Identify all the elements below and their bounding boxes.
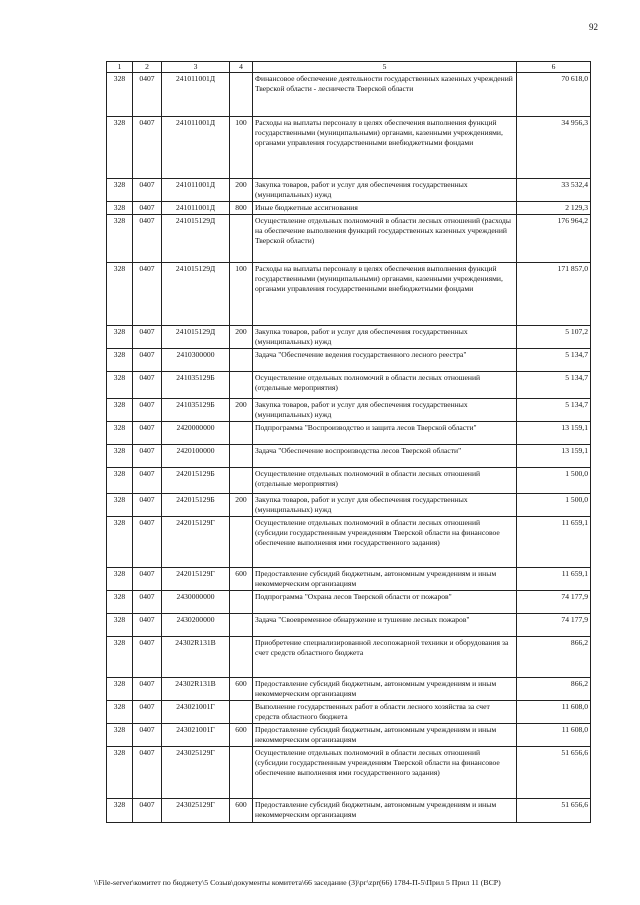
cell-expense-type: 100 <box>230 117 253 179</box>
cell-target-code: 241035129Б <box>162 399 230 422</box>
cell-target-code: 241035129Б <box>162 372 230 399</box>
cell-admin-code: 328 <box>107 701 133 724</box>
cell-section-code: 0407 <box>133 494 162 517</box>
cell-target-code: 242015129Б <box>162 468 230 494</box>
cell-amount: 34 956,3 <box>517 117 591 179</box>
cell-section-code: 0407 <box>133 701 162 724</box>
cell-amount: 13 159,1 <box>517 422 591 445</box>
table-header-row <box>107 62 591 73</box>
cell-description: Предоставление субсидий бюджетным, автономным учреждениям и иным некоммерческим организациям <box>253 724 517 747</box>
table-row <box>107 724 591 747</box>
cell-description: Осуществление отдельных полномочий в области лесных отношений (отдельные мероприятия) <box>253 468 517 494</box>
cell-section-code: 0407 <box>133 73 162 117</box>
file-path-footer: \\File-server\комитет по бюджету\5 Созыв\документы комитета\66 заседание (3)\рг\zpr(66) 1784-П-5\Прил 5 Прил 11 (ВСР) <box>94 878 501 887</box>
cell-admin-code: 328 <box>107 117 133 179</box>
table-row <box>107 747 591 799</box>
cell-target-code: 2430000000 <box>162 591 230 614</box>
table-row <box>107 73 591 117</box>
cell-description: Закупка товаров, работ и услуг для обеспечения государственных (муниципальных) нужд <box>253 179 517 202</box>
cell-admin-code: 328 <box>107 747 133 799</box>
table-row <box>107 701 591 724</box>
cell-admin-code: 328 <box>107 591 133 614</box>
cell-section-code: 0407 <box>133 179 162 202</box>
cell-description: Задача "Обеспечение ведения государственного лесного реестра" <box>253 349 517 372</box>
cell-description: Закупка товаров, работ и услуг для обеспечения государственных (муниципальных) нужд <box>253 399 517 422</box>
cell-description: Выполнение государственных работ в области лесного хозяйства за счет средств областного бюджета <box>253 701 517 724</box>
cell-expense-type: 200 <box>230 179 253 202</box>
cell-description: Предоставление субсидий бюджетным, автономным учреждениям и иным некоммерческим организациям <box>253 799 517 823</box>
cell-admin-code: 328 <box>107 799 133 823</box>
cell-description: Осуществление отдельных полномочий в области лесных отношений (субсидии государственным учреждениям Тверской области на финансовое обеспечение выполнения ими государственного задания) <box>253 517 517 568</box>
cell-admin-code: 328 <box>107 678 133 701</box>
cell-admin-code: 328 <box>107 724 133 747</box>
table-body <box>107 73 591 823</box>
table-row <box>107 326 591 349</box>
cell-description: Осуществление отдельных полномочий в области лесных отношений (расходы на обеспечение выполнения функций государственных казенных учреждений Тверской области) <box>253 215 517 263</box>
table-row <box>107 568 591 591</box>
table-row <box>107 215 591 263</box>
cell-section-code: 0407 <box>133 372 162 399</box>
cell-section-code: 0407 <box>133 724 162 747</box>
cell-description: Финансовое обеспечение деятельности государственных казенных учреждений Тверской области - лесничеств Тверской области <box>253 73 517 117</box>
cell-target-code: 241011001Д <box>162 179 230 202</box>
cell-description: Закупка товаров, работ и услуг для обеспечения государственных (муниципальных) нужд <box>253 494 517 517</box>
cell-admin-code: 328 <box>107 445 133 468</box>
header-col-2: 2 <box>133 62 162 73</box>
cell-section-code: 0407 <box>133 614 162 637</box>
cell-expense-type: 600 <box>230 799 253 823</box>
budget-table <box>106 61 591 823</box>
cell-description: Задача "Своевременное обнаружение и тушение лесных пожаров" <box>253 614 517 637</box>
cell-admin-code: 328 <box>107 215 133 263</box>
cell-expense-type <box>230 73 253 117</box>
cell-target-code: 2420000000 <box>162 422 230 445</box>
table-row <box>107 614 591 637</box>
cell-admin-code: 328 <box>107 263 133 326</box>
cell-section-code: 0407 <box>133 468 162 494</box>
cell-admin-code: 328 <box>107 494 133 517</box>
cell-amount: 5 134,7 <box>517 349 591 372</box>
cell-expense-type: 200 <box>230 399 253 422</box>
cell-amount: 33 532,4 <box>517 179 591 202</box>
cell-section-code: 0407 <box>133 202 162 215</box>
cell-expense-type <box>230 445 253 468</box>
cell-section-code: 0407 <box>133 637 162 678</box>
cell-section-code: 0407 <box>133 445 162 468</box>
cell-admin-code: 328 <box>107 468 133 494</box>
cell-amount: 5 134,7 <box>517 399 591 422</box>
cell-target-code: 243025129Г <box>162 747 230 799</box>
cell-amount: 70 618,0 <box>517 73 591 117</box>
header-col-4: 4 <box>230 62 253 73</box>
cell-target-code: 241011001Д <box>162 202 230 215</box>
cell-expense-type: 600 <box>230 568 253 591</box>
cell-section-code: 0407 <box>133 399 162 422</box>
cell-expense-type <box>230 372 253 399</box>
cell-target-code: 243021001Г <box>162 701 230 724</box>
cell-description: Осуществление отдельных полномочий в области лесных отношений (отдельные мероприятия) <box>253 372 517 399</box>
cell-expense-type: 600 <box>230 678 253 701</box>
cell-expense-type <box>230 517 253 568</box>
cell-description: Подпрограмма "Охрана лесов Тверской области от пожаров" <box>253 591 517 614</box>
table-row <box>107 678 591 701</box>
cell-amount: 11 659,1 <box>517 517 591 568</box>
cell-amount: 866,2 <box>517 678 591 701</box>
cell-expense-type: 100 <box>230 263 253 326</box>
cell-section-code: 0407 <box>133 117 162 179</box>
cell-admin-code: 328 <box>107 202 133 215</box>
cell-target-code: 242015129Г <box>162 568 230 591</box>
cell-amount: 11 608,0 <box>517 724 591 747</box>
cell-target-code: 243025129Г <box>162 799 230 823</box>
cell-target-code: 2420100000 <box>162 445 230 468</box>
cell-expense-type: 600 <box>230 724 253 747</box>
cell-description: Подпрограмма "Воспроизводство и защита лесов Тверской области" <box>253 422 517 445</box>
cell-amount: 13 159,1 <box>517 445 591 468</box>
header-col-6: 6 <box>517 62 591 73</box>
cell-section-code: 0407 <box>133 517 162 568</box>
cell-section-code: 0407 <box>133 263 162 326</box>
table-row <box>107 468 591 494</box>
cell-target-code: 24302R131В <box>162 678 230 701</box>
cell-admin-code: 328 <box>107 326 133 349</box>
cell-description: Задача "Обеспечение воспроизводства лесов Тверской области" <box>253 445 517 468</box>
cell-admin-code: 328 <box>107 614 133 637</box>
cell-admin-code: 328 <box>107 568 133 591</box>
cell-section-code: 0407 <box>133 591 162 614</box>
cell-amount: 51 656,6 <box>517 747 591 799</box>
cell-admin-code: 328 <box>107 372 133 399</box>
cell-admin-code: 328 <box>107 399 133 422</box>
cell-target-code: 241015129Д <box>162 215 230 263</box>
header-col-3: 3 <box>162 62 230 73</box>
cell-amount: 51 656,6 <box>517 799 591 823</box>
cell-target-code: 2410300000 <box>162 349 230 372</box>
table-row <box>107 117 591 179</box>
cell-description: Осуществление отдельных полномочий в области лесных отношений (субсидии государственным учреждениям Тверской области на финансовое обеспечение выполнения ими государственного задания) <box>253 747 517 799</box>
table-row <box>107 179 591 202</box>
cell-amount: 74 177,9 <box>517 614 591 637</box>
cell-expense-type <box>230 614 253 637</box>
cell-expense-type <box>230 701 253 724</box>
cell-expense-type <box>230 468 253 494</box>
cell-description: Предоставление субсидий бюджетным, автономным учреждениям и иным некоммерческим организациям <box>253 678 517 701</box>
table-row <box>107 263 591 326</box>
table-row <box>107 637 591 678</box>
cell-admin-code: 328 <box>107 73 133 117</box>
cell-expense-type: 800 <box>230 202 253 215</box>
cell-section-code: 0407 <box>133 799 162 823</box>
cell-expense-type <box>230 637 253 678</box>
cell-description: Расходы на выплаты персоналу в целях обеспечения выполнения функций государственными (муниципальными) органами, казенными учреждениями, органами управления государственными внебюджетными фондами <box>253 263 517 326</box>
cell-admin-code: 328 <box>107 422 133 445</box>
cell-section-code: 0407 <box>133 678 162 701</box>
table-row <box>107 799 591 823</box>
cell-description: Расходы на выплаты персоналу в целях обеспечения выполнения функций государственными (муниципальными) органами, казенными учреждениями, органами управления государственными внебюджетными фондами <box>253 117 517 179</box>
cell-expense-type <box>230 215 253 263</box>
cell-amount: 866,2 <box>517 637 591 678</box>
cell-amount: 11 659,1 <box>517 568 591 591</box>
cell-section-code: 0407 <box>133 215 162 263</box>
cell-section-code: 0407 <box>133 568 162 591</box>
page-number: 92 <box>589 22 598 32</box>
cell-expense-type: 200 <box>230 326 253 349</box>
cell-expense-type <box>230 422 253 445</box>
cell-section-code: 0407 <box>133 349 162 372</box>
cell-target-code: 2430200000 <box>162 614 230 637</box>
cell-amount: 171 857,0 <box>517 263 591 326</box>
cell-amount: 74 177,9 <box>517 591 591 614</box>
cell-admin-code: 328 <box>107 637 133 678</box>
cell-admin-code: 328 <box>107 517 133 568</box>
cell-description: Иные бюджетные ассигнования <box>253 202 517 215</box>
table-row <box>107 591 591 614</box>
cell-target-code: 242015129Б <box>162 494 230 517</box>
cell-target-code: 24302R131В <box>162 637 230 678</box>
header-col-1: 1 <box>107 62 133 73</box>
cell-description: Предоставление субсидий бюджетным, автономным учреждениям и иным некоммерческим организациям <box>253 568 517 591</box>
cell-expense-type: 200 <box>230 494 253 517</box>
cell-target-code: 242015129Г <box>162 517 230 568</box>
cell-section-code: 0407 <box>133 326 162 349</box>
table-row <box>107 494 591 517</box>
cell-admin-code: 328 <box>107 179 133 202</box>
cell-amount: 1 500,0 <box>517 468 591 494</box>
cell-target-code: 241011001Д <box>162 73 230 117</box>
cell-section-code: 0407 <box>133 422 162 445</box>
cell-amount: 176 964,2 <box>517 215 591 263</box>
cell-amount: 5 107,2 <box>517 326 591 349</box>
table-row <box>107 445 591 468</box>
table-row <box>107 202 591 215</box>
cell-amount: 2 129,3 <box>517 202 591 215</box>
cell-target-code: 241015129Д <box>162 263 230 326</box>
cell-target-code: 241015129Д <box>162 326 230 349</box>
cell-admin-code: 328 <box>107 349 133 372</box>
table-row <box>107 517 591 568</box>
cell-amount: 11 608,0 <box>517 701 591 724</box>
table-row <box>107 399 591 422</box>
cell-expense-type <box>230 747 253 799</box>
cell-description: Закупка товаров, работ и услуг для обеспечения государственных (муниципальных) нужд <box>253 326 517 349</box>
cell-amount: 1 500,0 <box>517 494 591 517</box>
table-row <box>107 372 591 399</box>
table-row <box>107 349 591 372</box>
cell-target-code: 243021001Г <box>162 724 230 747</box>
cell-section-code: 0407 <box>133 747 162 799</box>
table-row <box>107 422 591 445</box>
cell-description: Приобретение специализированной лесопожарной техники и оборудования за счет средств областного бюджета <box>253 637 517 678</box>
cell-expense-type <box>230 349 253 372</box>
cell-amount: 5 134,7 <box>517 372 591 399</box>
header-col-5: 5 <box>253 62 517 73</box>
cell-expense-type <box>230 591 253 614</box>
cell-target-code: 241011001Д <box>162 117 230 179</box>
